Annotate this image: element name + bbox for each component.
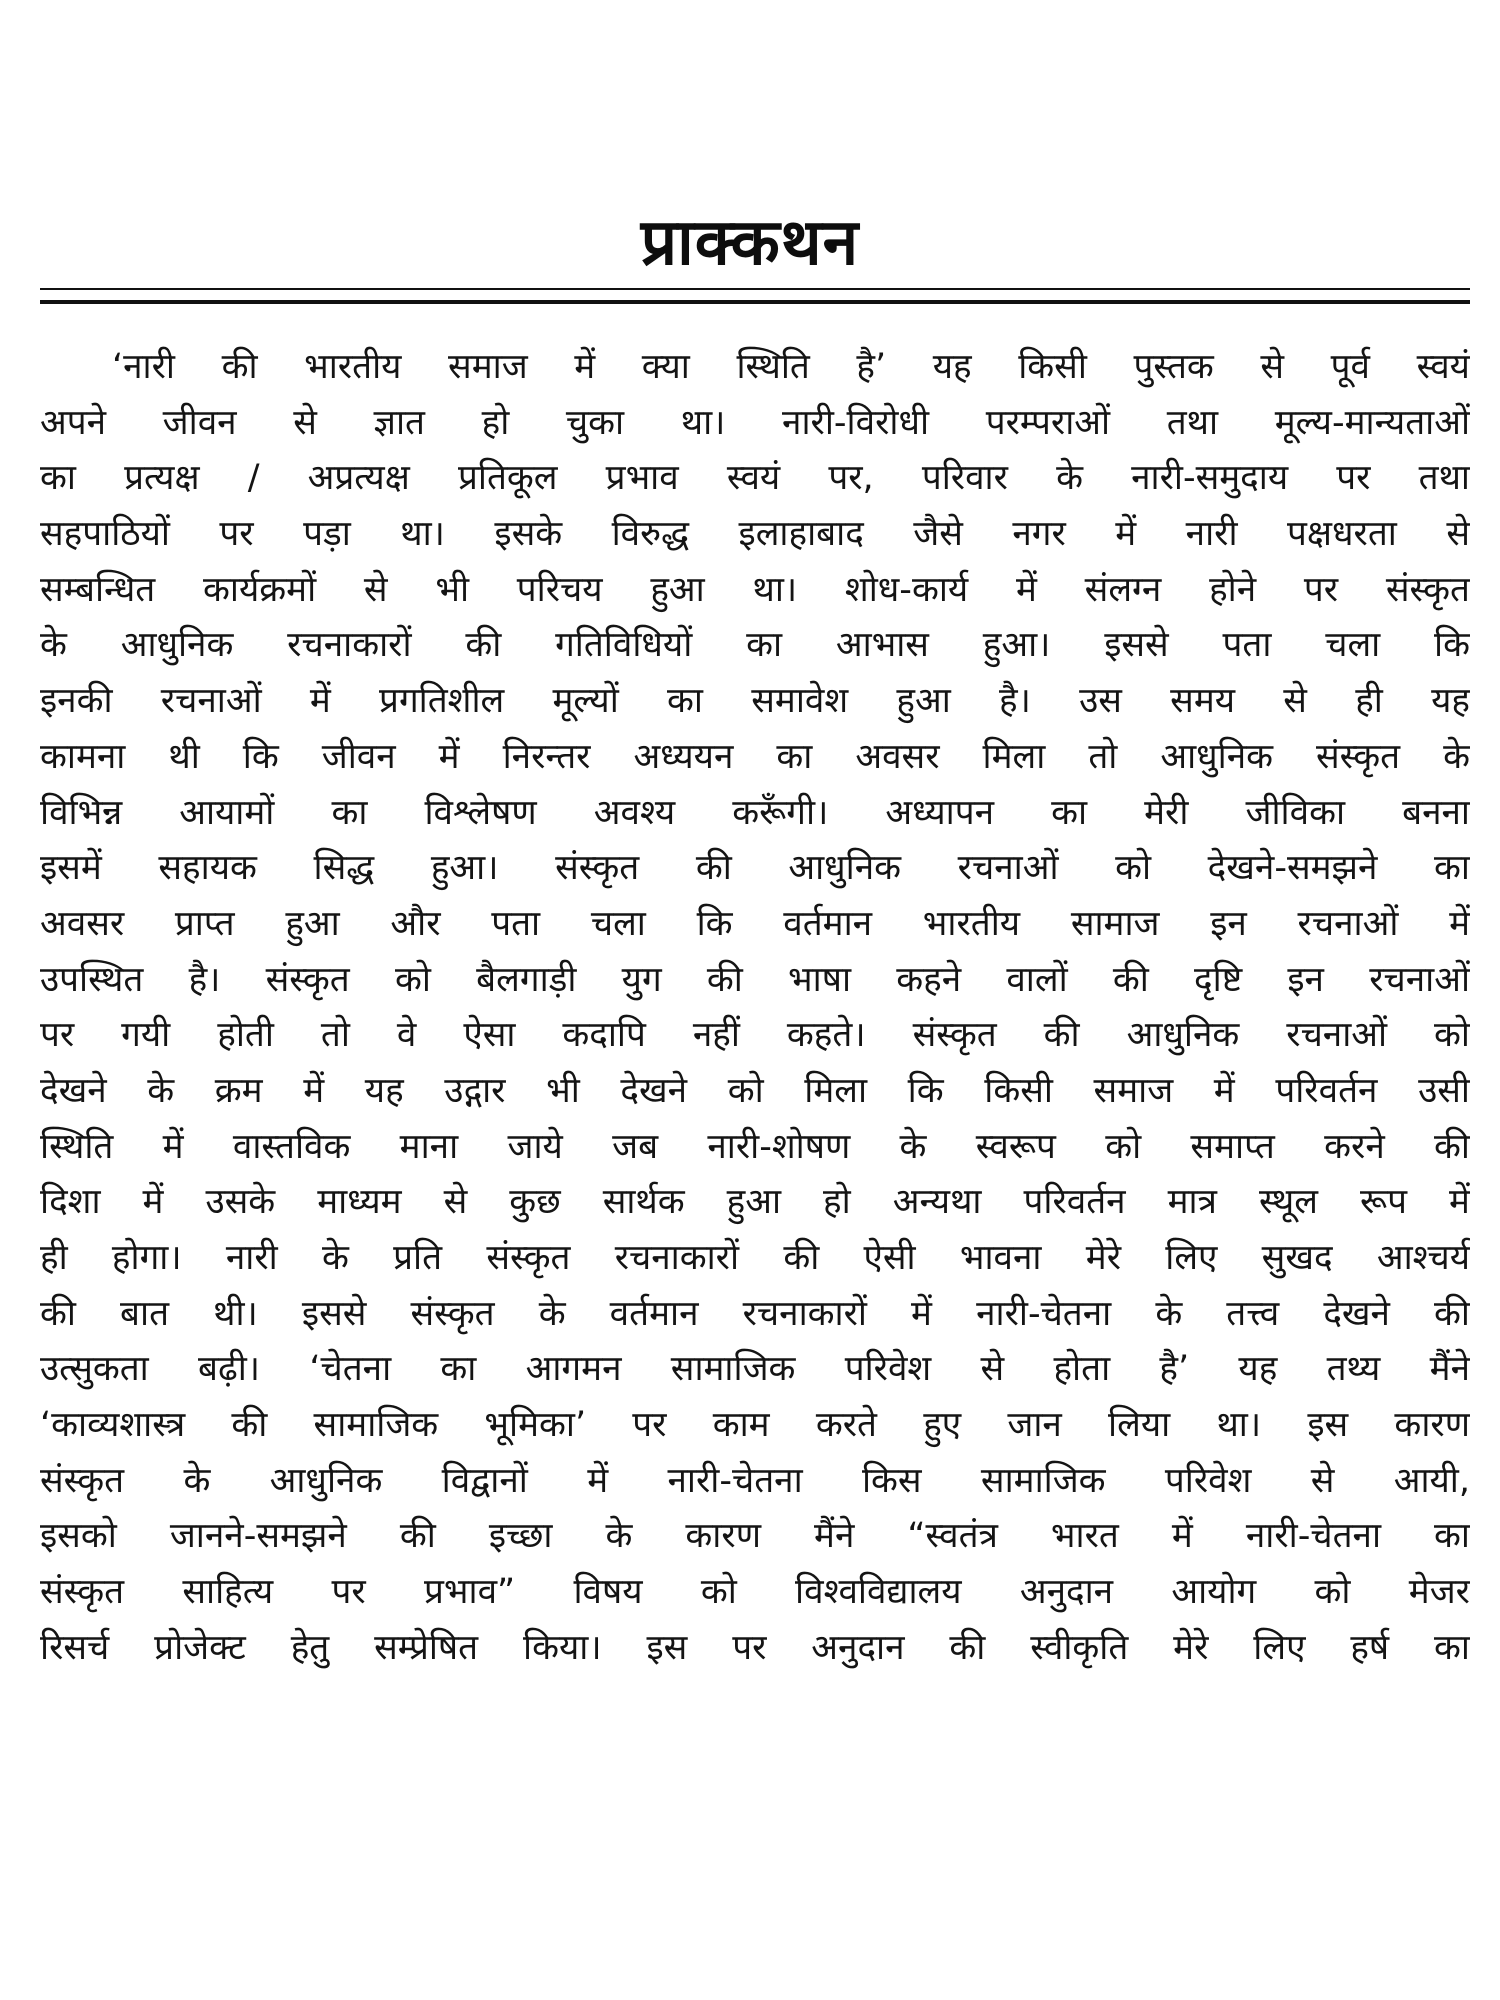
page-title: प्राक्कथन [640, 206, 860, 280]
text-line: के आधुनिक रचनाकारों की गतिविधियों का आभास हुआ। इससे पता चला कि [40, 625, 1470, 666]
text-line: इसमें सहायक सिद्ध हुआ। संस्कृत की आधुनिक रचनाओं को देखने-समझने का [40, 848, 1470, 889]
body-paragraph [40, 340, 1470, 1677]
title-rule-thin [40, 288, 1470, 290]
text-line: देखने के क्रम में यह उद्गार भी देखने को मिला कि किसी समाज में परिवर्तन उसी [40, 1070, 1470, 1111]
text-line: रिसर्च प्रोजेक्ट हेतु सम्प्रेषित किया। इस पर अनुदान की स्वीकृति मेरे लिए हर्ष का [40, 1627, 1470, 1668]
text-line: उपस्थित है। संस्कृत को बैलगाड़ी युग की भाषा कहने वालों की दृष्टि इन रचनाओं [40, 959, 1470, 1000]
text-line: दिशा में उसके माध्यम से कुछ सार्थक हुआ हो अन्यथा परिवर्तन मात्र स्थूल रूप में [40, 1182, 1470, 1223]
text-line: इसको जानने-समझने की इच्छा के कारण मैंने “स्वतंत्र भारत में नारी-चेतना का [40, 1516, 1470, 1557]
text-line: पर गयी होती तो वे ऐसा कदापि नहीं कहते। संस्कृत की आधुनिक रचनाओं को [40, 1015, 1470, 1056]
text-line: ‘नारी की भारतीय समाज में क्या स्थिति है’ यह किसी पुस्तक से पूर्व स्वयं [112, 347, 1470, 387]
text-line: ‘काव्यशास्त्र की सामाजिक भूमिका’ पर काम करते हुए जान लिया था। इस कारण [40, 1405, 1470, 1446]
text-line: संस्कृत साहित्य पर प्रभाव” विषय को विश्वविद्यालय अनुदान आयोग को मेजर [40, 1572, 1470, 1613]
text-line: अवसर प्राप्त हुआ और पता चला कि वर्तमान भारतीय सामाज इन रचनाओं में [40, 903, 1470, 944]
text-line: अपने जीवन से ज्ञात हो चुका था। नारी-विरोधी परम्पराओं तथा मूल्य-मान्यताओं [40, 402, 1470, 443]
text-line: कामना थी कि जीवन में निरन्तर अध्ययन का अवसर मिला तो आधुनिक संस्कृत के [40, 736, 1470, 777]
text-line: सम्बन्धित कार्यक्रमों से भी परिचय हुआ था। शोध-कार्य में संलग्न होने पर संस्कृत [40, 569, 1470, 610]
text-line: संस्कृत के आधुनिक विद्वानों में नारी-चेतना किस सामाजिक परिवेश से आयी, [40, 1460, 1470, 1501]
text-line: स्थिति में वास्तविक माना जाये जब नारी-शोषण के स्वरूप को समाप्त करने की [40, 1126, 1470, 1167]
text-line: विभिन्न आयामों का विश्लेषण अवश्य करूँगी। अध्यापन का मेरी जीविका बनना [40, 792, 1470, 833]
text-line: की बात थी। इससे संस्कृत के वर्तमान रचनाकारों में नारी-चेतना के तत्त्व देखने की [40, 1293, 1470, 1334]
text-line: ही होगा। नारी के प्रति संस्कृत रचनाकारों की ऐसी भावना मेरे लिए सुखद आश्चर्य [40, 1238, 1470, 1278]
title-rule-thick [40, 300, 1470, 304]
text-line: सहपाठियों पर पड़ा था। इसके विरुद्ध इलाहाबाद जैसे नगर में नारी पक्षधरता से [40, 514, 1470, 555]
text-line: उत्सुकता बढ़ी। ‘चेतना का आगमन सामाजिक परिवेश से होता है’ यह तथ्य मैंने [40, 1349, 1470, 1390]
text-line: इनकी रचनाओं में प्रगतिशील मूल्यों का समावेश हुआ है। उस समय से ही यह [40, 681, 1470, 722]
text-line: का प्रत्यक्ष / अप्रत्यक्ष प्रतिकूल प्रभाव स्वयं पर, परिवार के नारी-समुदाय पर तथा [40, 458, 1470, 499]
